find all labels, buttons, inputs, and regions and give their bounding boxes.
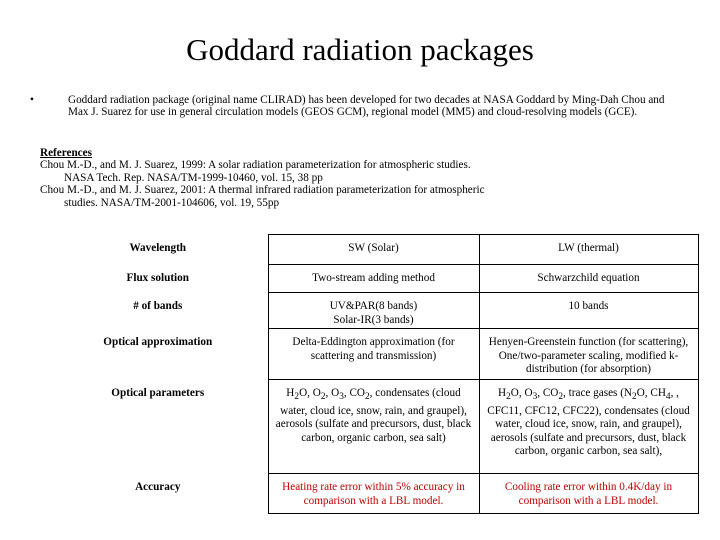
cell-lw-wavelength: LW (thermal) <box>479 235 698 265</box>
table-row-wavelength <box>48 235 698 265</box>
cell-lw-bands: 10 bands <box>479 293 698 329</box>
reference-2-line-1: Chou M.-D., and M. J. Suarez, 2001: A thermal infrared radiation parameterization for atmospheric <box>40 184 485 197</box>
references-block <box>40 147 600 209</box>
table-row-accuracy <box>48 474 698 514</box>
cell-sw-optical-params: $H_2O$, $O_2$, $O_3$, $CO_2$, condensates (cloud water, cloud ice, snow, rain, and graupel), aerosols (sulfate and precursors, dust, black carbon, organic carbon, sea salt) <box>268 380 479 474</box>
references-heading: References <box>40 147 92 159</box>
sw-bands-line-2: Solar-IR(3 bands) <box>333 313 414 326</box>
reference-1-line-1: Chou M.-D., and M. J. Suarez, 1999: A solar radiation parameterization for atmospheric studies. <box>40 159 471 172</box>
cell-sw-accuracy: Heating rate error within 5% accuracy in comparison with a LBL model. <box>268 474 479 514</box>
cell-lw-optical-approx: Henyen-Greenstein function (for scattering), One/two-parameter scaling, modified k-distribution (for absorption) <box>479 329 698 380</box>
row-header-flux: Flux solution <box>126 271 189 284</box>
cell-sw-wavelength: SW (Solar) <box>268 235 479 265</box>
cell-sw-flux: Two-stream adding method <box>268 265 479 293</box>
table-row-optical-approx <box>48 329 698 380</box>
table-row-optical-params <box>48 380 698 474</box>
row-header-optical-params: Optical parameters <box>111 386 205 399</box>
table-row-bands <box>48 293 698 329</box>
cell-lw-flux: Schwarzchild equation <box>479 265 698 293</box>
row-header-optical-approx: Optical approximation <box>103 335 213 348</box>
cell-sw-bands <box>268 293 479 329</box>
cell-lw-accuracy: Cooling rate error within 0.4K/day in comparison with a LBL model. <box>479 474 698 514</box>
row-header-wavelength: Wavelength <box>129 241 187 254</box>
row-header-accuracy: Accuracy <box>135 480 181 493</box>
row-header-bands: # of bands <box>133 299 183 312</box>
cell-sw-optical-approx: Delta-Eddington approximation (for scattering and transmission) <box>268 329 479 380</box>
intro-text: Goddard radiation package (original name CLIRAD) has been developed for two decades at NASA Goddard by Ming-Dah Chou and Max J. Suarez for use in general circulation models (GEOS GCM), regional model (MM5) and cloud-resolving models (GCE). <box>68 94 665 119</box>
cell-lw-optical-params: $H_2O$, $O_3$, $CO_2$, trace gases ($N_2O$, $CH_4$, , CFC11, CFC12, CFC22), condensates (cloud water, cloud ice, snow, rain, and graupel), aerosols (sulfate and precursors, dust, black carbon, organic carbon, sea salt), <box>479 380 698 474</box>
radiation-package-table <box>48 234 699 514</box>
table-row-flux <box>48 265 698 293</box>
page-title: Goddard radiation packages <box>186 32 534 67</box>
sw-bands-line-1: UV&PAR(8 bands) <box>329 300 418 312</box>
bullet-marker: • <box>30 94 34 106</box>
reference-2-line-2: studies. NASA/TM-2001-104606, vol. 19, 55pp <box>64 196 280 209</box>
reference-1-line-2: NASA Tech. Rep. NASA/TM-1999-10460, vol. 15, 38 pp <box>64 171 323 184</box>
